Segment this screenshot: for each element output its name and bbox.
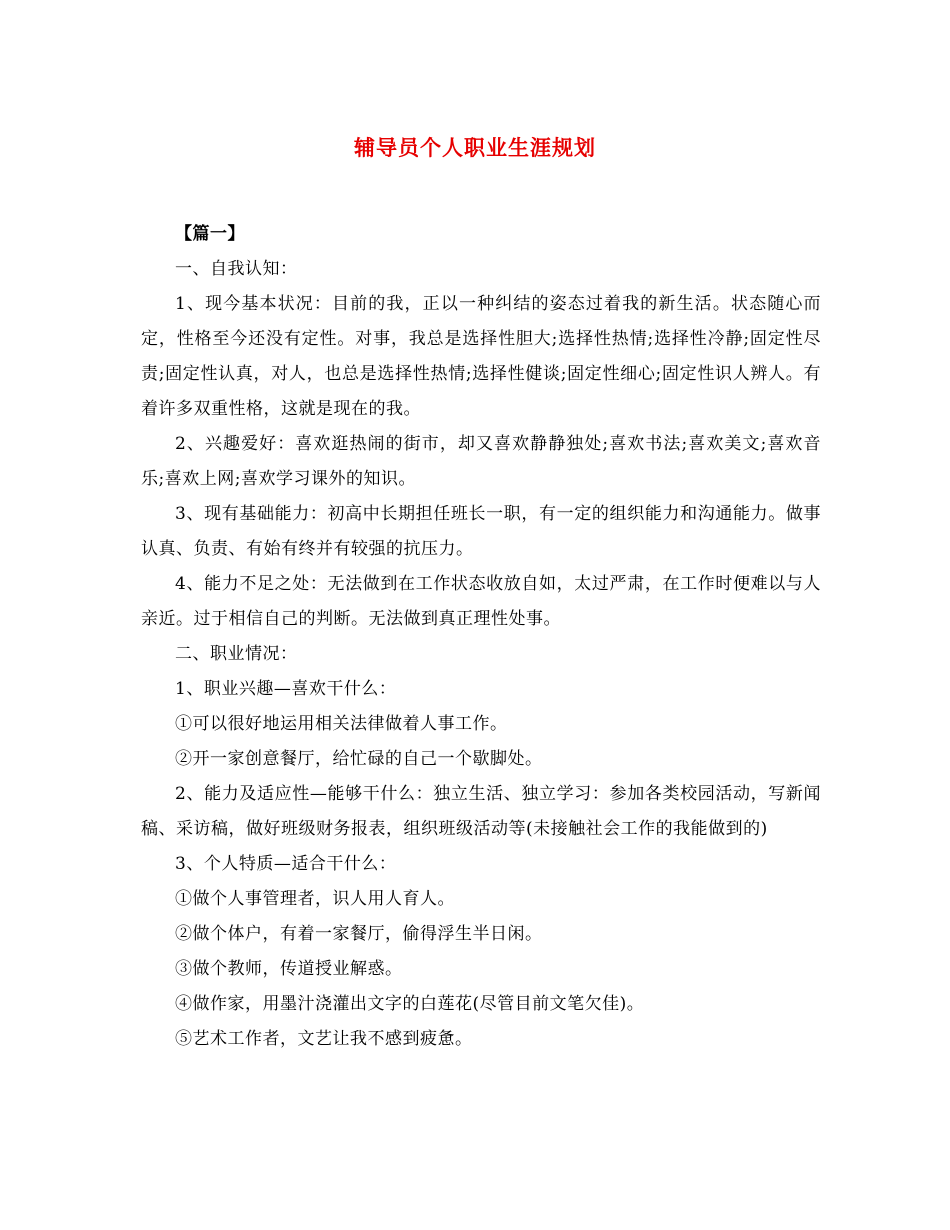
paragraph: 二、职业情况：: [175, 644, 298, 664]
paragraph: 1、职业兴趣—喜欢干什么：: [175, 679, 397, 699]
paragraph: ①可以很好地运用相关法律做着人事工作。: [175, 714, 508, 734]
paragraph: 3、现有基础能力：初高中长期担任班长一职，有一定的组织能力和沟通能力。做事认真、负责、有始有终并有较强的抗压力。: [141, 504, 821, 559]
paragraph: 2、兴趣爱好：喜欢逛热闹的街市，却又喜欢静静独处;喜欢书法;喜欢美文;喜欢音乐;喜欢上网;喜欢学习课外的知识。: [141, 434, 821, 489]
paragraph: ④做作家，用墨汁浇灌出文字的白莲花(尽管目前文笔欠佳)。: [175, 994, 645, 1014]
section-heading: 【篇一】: [175, 224, 245, 244]
paragraph: ①做个人事管理者，识人用人育人。: [175, 889, 455, 909]
paragraph: 一、自我认知：: [175, 259, 298, 279]
paragraph: ②开一家创意餐厅，给忙碌的自己一个歇脚处。: [175, 749, 543, 769]
document-title: 辅导员个人职业生涯规划: [354, 136, 596, 160]
paragraph: 2、能力及适应性—能够干什么：独立生活、独立学习：参加各类校园活动，写新闻稿、采访稿，做好班级财务报表，组织班级活动等(未接触社会工作的我能做到的): [141, 784, 821, 839]
paragraph: 3、个人特质—适合干什么：: [175, 854, 397, 874]
paragraph: ⑤艺术工作者，文艺让我不感到疲惫。: [175, 1029, 473, 1049]
paragraph: 4、能力不足之处：无法做到在工作状态收放自如，太过严肃，在工作时便难以与人亲近。过于相信自己的判断。无法做到真正理性处事。: [141, 574, 821, 629]
paragraph: 1、现今基本状况：目前的我，正以一种纠结的姿态过着我的新生活。状态随心而定，性格至今还没有定性。对事，我总是选择性胆大;选择性热情;选择性冷静;固定性尽责;固定性认真，对人，也总是选择性热情;选择性健谈;固定性细心;固定性识人辨人。有着许多双重性格，这就是现在的我。: [141, 294, 821, 419]
paragraph: ③做个教师，传道授业解惑。: [175, 959, 403, 979]
document-body: [141, 217, 821, 1057]
paragraph: ②做个体户，有着一家餐厅，偷得浮生半日闲。: [175, 924, 543, 944]
